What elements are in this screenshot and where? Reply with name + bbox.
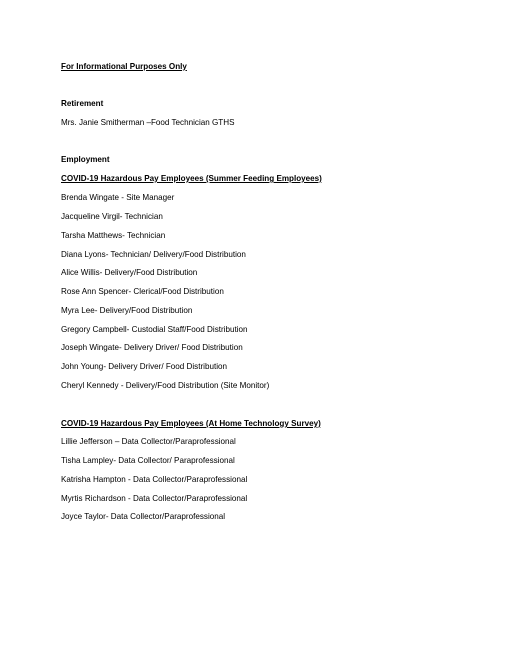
list-item: Joyce Taylor- Data Collector/Paraprofessional [61, 512, 226, 521]
section-title-summer-feeding: COVID-19 Hazardous Pay Employees (Summer Feeding Employees) [61, 174, 322, 183]
retirement-entry: Mrs. Janie Smitherman –Food Technician GTHS [61, 118, 235, 127]
list-item: Alice Willis- Delivery/Food Distribution [61, 268, 198, 277]
list-item: Katrisha Hampton - Data Collector/Paraprofessional [61, 475, 248, 484]
list-item: Diana Lyons- Technician/ Delivery/Food Distribution [61, 250, 246, 259]
list-item: Joseph Wingate- Delivery Driver/ Food Distribution [61, 343, 243, 352]
list-item: Gregory Campbell- Custodial Staff/Food Distribution [61, 325, 248, 334]
list-item: Rose Ann Spencer- Clerical/Food Distribution [61, 287, 224, 296]
employment-heading: Employment [61, 155, 110, 164]
list-item: John Young- Delivery Driver/ Food Distribution [61, 362, 228, 371]
list-item: Tarsha Matthews- Technician [61, 231, 166, 240]
informational-notice: For Informational Purposes Only [61, 62, 187, 71]
list-item: Brenda Wingate - Site Manager [61, 193, 175, 202]
retirement-heading: Retirement [61, 99, 104, 108]
list-item: Cheryl Kennedy - Delivery/Food Distribution (Site Monitor) [61, 381, 270, 390]
section-title-technology-survey: COVID-19 Hazardous Pay Employees (At Home Technology Survey) [61, 419, 321, 428]
list-item: Tisha Lampley- Data Collector/ Paraprofessional [61, 456, 235, 465]
list-item: Myrtis Richardson - Data Collector/Paraprofessional [61, 494, 248, 503]
list-item: Lillie Jefferson – Data Collector/Paraprofessional [61, 437, 236, 446]
list-item: Myra Lee- Delivery/Food Distribution [61, 306, 193, 315]
list-item: Jacqueline Virgil- Technician [61, 212, 163, 221]
